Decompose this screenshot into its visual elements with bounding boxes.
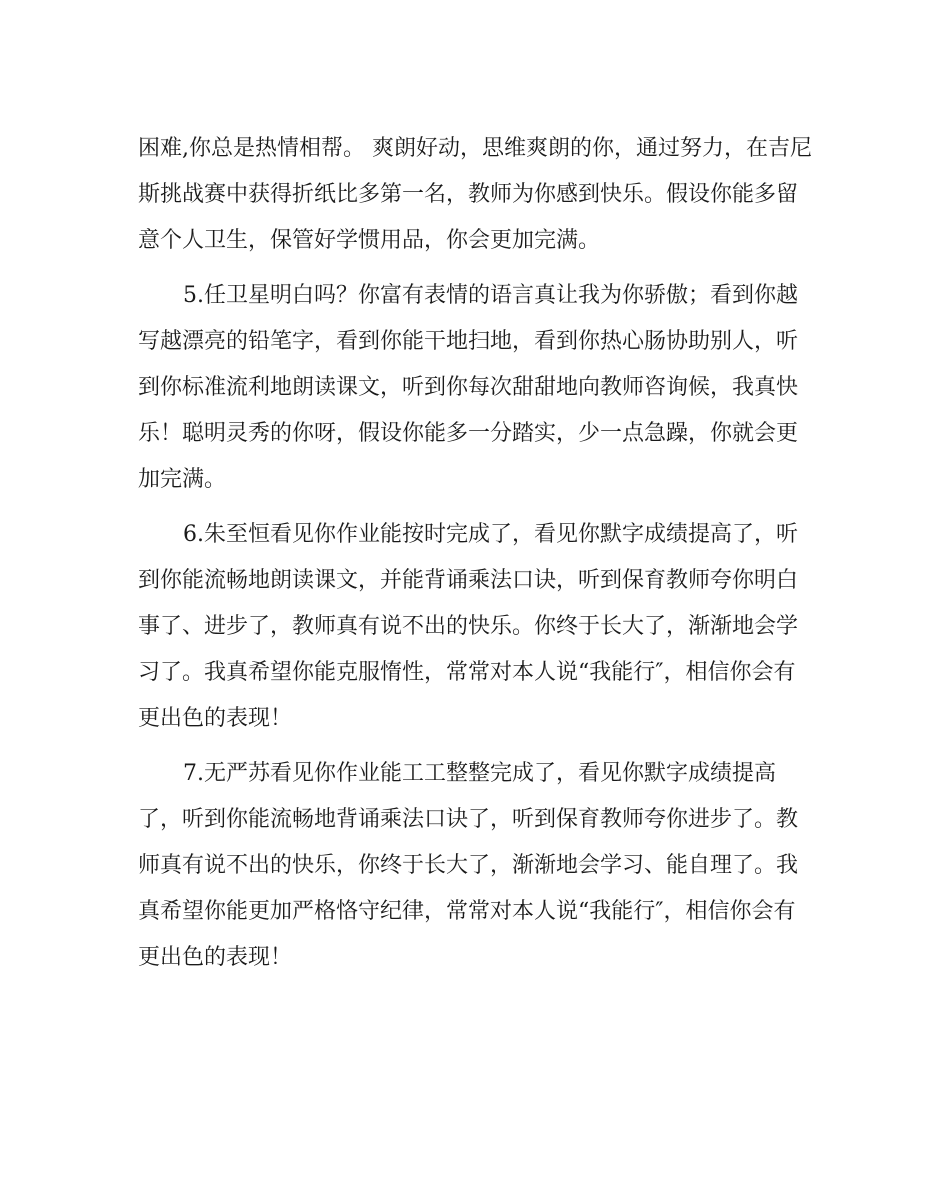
paragraph-3-line-3: 事了、进步了，教师真有说不出的快乐。你终于长大了，渐渐地会学 xyxy=(138,614,799,639)
paragraph-4-line-4: 真希望你能更加严格恪守纪律，常常对本人说“我能行″，相信你会有 xyxy=(138,899,796,924)
paragraph-4-line-1: 7.无严苏看见你作业能工工整整完成了，看见你默字成绩提高 xyxy=(183,761,776,786)
paragraph-3-line-2: 到你能流畅地朗读课文，并能背诵乘法口诀，听到保育教师夸你明白 xyxy=(138,568,799,593)
paragraph-2-line-1: 5.任卫星明白吗？你富有表情的语言真让我为你骄傲；看到你越 xyxy=(183,283,798,308)
paragraph-3-line-5: 更出色的表现！ xyxy=(138,706,293,731)
paragraph-2-line-2: 写越漂亮的铅笔字，看到你能干地扫地，看到你热心肠协助别人，听 xyxy=(138,329,799,354)
paragraph-4-line-2: 了，听到你能流畅地背诵乘法口诀了，听到保育教师夸你进步了。教 xyxy=(138,807,799,832)
paragraph-4-line-3: 师真有说不出的快乐，你终于长大了，渐渐地会学习、能自理了。我 xyxy=(138,853,799,878)
paragraph-1-line-3: 意个人卫生，保管好学惯用品，你会更加完满。 xyxy=(138,228,601,253)
paragraph-3-line-1: 6.朱至恒看见你作业能按时完成了，看见你默字成绩提高了，听 xyxy=(183,522,798,547)
paragraph-2-line-3: 到你标准流利地朗读课文，听到你每次甜甜地向教师咨询候，我真快 xyxy=(138,375,799,400)
paragraph-3-line-4: 习了。我真希望你能克服惰性，常常对本人说“我能行″，相信你会有 xyxy=(138,660,796,685)
paragraph-4-line-5: 更出色的表现！ xyxy=(138,945,293,970)
paragraph-2-line-5: 加完满。 xyxy=(138,467,227,492)
paragraph-1-line-1: 困难,你总是热情相帮。 爽朗好动，思维爽朗的你，通过努力，在吉尼 xyxy=(138,136,812,161)
paragraph-2-line-4: 乐！聪明灵秀的你呀，假设你能多一分踏实，少一点急躁，你就会更 xyxy=(138,421,799,446)
paragraph-1-line-2: 斯挑战赛中获得折纸比多第一名，教师为你感到快乐。假设你能多留 xyxy=(138,182,799,207)
